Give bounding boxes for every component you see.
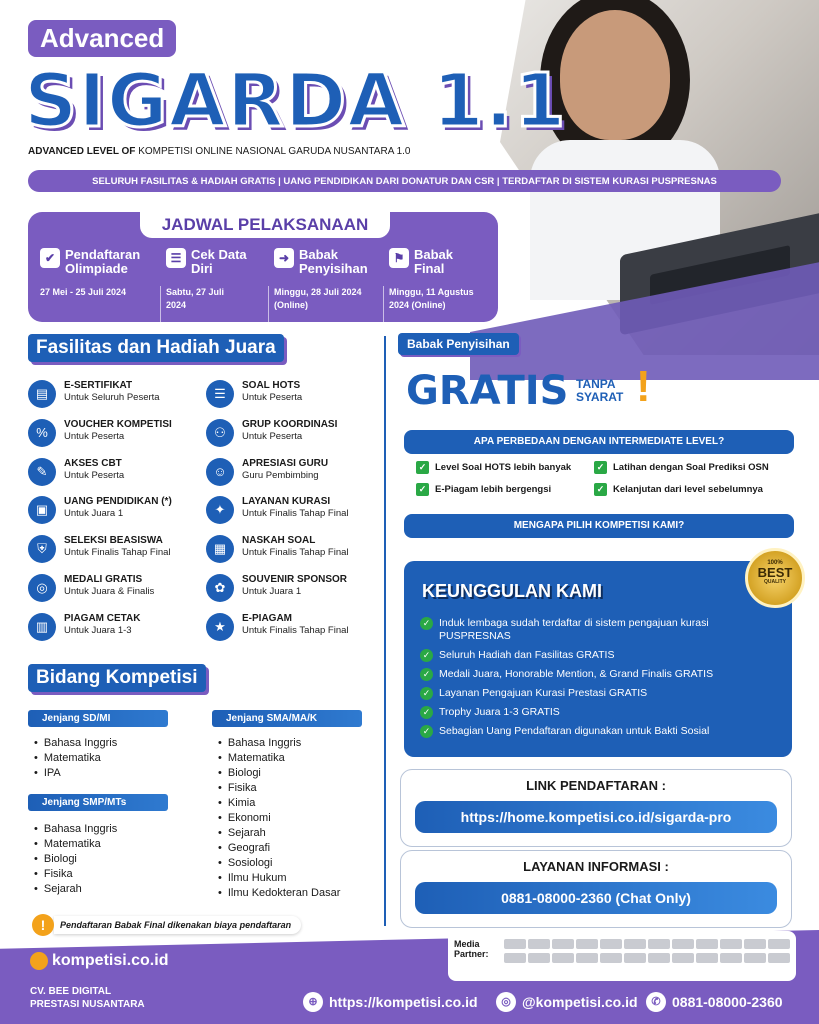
check-square-icon: ✔ [40, 248, 60, 268]
sd-subject-list: • Bahasa Inggris • Matematika • IPA [34, 736, 117, 781]
schedule-item-registration: ✔ Pendaftaran Olimpiade 27 Mei - 25 Juli 2024 [40, 247, 141, 297]
schedule-item-final: ⚑ Babak Final Minggu, 11 Agustus 2024 (Online) [389, 247, 474, 310]
advanced-badge: Advanced [28, 20, 176, 57]
shield-icon: ⛨ [28, 535, 56, 563]
check-circle-icon: ✓ [420, 668, 433, 681]
medal-icon: ◎ [28, 574, 56, 602]
check-circle-icon: ✓ [420, 649, 433, 662]
sma-subject-list: • Bahasa Inggris • Matematika • Biologi • Fisika • Kimia • Ekonomi • Sejarah • Geografi • Sosiologi • Ilmu Hukum • Ilmu Kedokteran Dasar [218, 736, 340, 901]
check-icon: ✓ [416, 483, 429, 496]
schedule-item-preliminary: ➜ Babak Penyisihan Minggu, 28 Juli 2024 (Online) [274, 247, 368, 310]
facility-item: ▣ UANG PENDIDIKAN (*) Untuk Juara 1 [28, 496, 208, 524]
difference-item: ✓ Kelanjutan dari level sebelumnya [594, 483, 763, 496]
facility-item: ▥ PIAGAM CETAK Untuk Juara 1-3 [28, 613, 208, 641]
group-icon: ⚇ [206, 419, 234, 447]
facility-item: ✎ AKSES CBT Untuk Peserta [28, 458, 208, 486]
gift-icon: ✿ [206, 574, 234, 602]
list-icon: ☰ [206, 380, 234, 408]
website-link[interactable]: ⊕ https://kompetisi.co.id [303, 992, 478, 1012]
star-badge-icon: ★ [206, 613, 234, 641]
instagram-link[interactable]: ◎ @kompetisi.co.id [496, 992, 638, 1012]
check-circle-icon: ✓ [420, 687, 433, 700]
difference-header: APA PERBEDAAN DENGAN INTERMEDIATE LEVEL? [404, 430, 794, 454]
why-choose-header: MENGAPA PILIH KOMPETISI KAMI? [404, 514, 794, 538]
book-icon: ▦ [206, 535, 234, 563]
exclamation-icon: ! [636, 362, 651, 411]
column-divider [384, 336, 386, 926]
facility-item: ✿ SOUVENIR SPONSOR Untuk Juara 1 [206, 574, 386, 602]
facility-item: ⚇ GRUP KOORDINASI Untuk Peserta [206, 419, 386, 447]
check-icon: ✓ [594, 483, 607, 496]
facility-item: ☰ SOAL HOTS Untuk Peserta [206, 380, 386, 408]
best-quality-seal: 100% BEST QUALITY [745, 548, 805, 608]
facility-item: ▤ E-SERTIFIKAT Untuk Seluruh Peserta [28, 380, 208, 408]
wallet-icon: ▣ [28, 496, 56, 524]
registration-link-button[interactable]: https://home.kompetisi.co.id/sigarda-pro [415, 801, 777, 833]
difference-item: ✓ E-Piagam lebih bergengsi [416, 483, 551, 496]
no-requirements-text: TANPA SYARAT [576, 377, 624, 404]
benefits-strip: SELURUH FASILITAS & HADIAH GRATIS | UANG PENDIDIKAN DARI DONATUR DAN CSR | TERDAFTAR DI SISTEM KURASI PUSPRESNAS [28, 170, 781, 192]
difference-item: ✓ Latihan dengan Soal Prediksi OSN [594, 461, 769, 474]
facility-item: ▦ NASKAH SOAL Untuk Finalis Tahap Final [206, 535, 386, 563]
info-service-title: LAYANAN INFORMASI : [523, 859, 669, 874]
final-fee-notice: ! Pendaftaran Babak Final dikenakan biaya pendaftaran [32, 914, 301, 936]
teacher-icon: ☺ [206, 458, 234, 486]
schedule-item-data-check: ☰ Cek Data Diri Sabtu, 27 Juli 2024 [166, 247, 247, 310]
flag-icon: ⚑ [389, 248, 409, 268]
check-circle-icon: ✓ [420, 725, 433, 738]
facilities-title: Fasilitas dan Hadiah Juara [28, 334, 284, 362]
level-sma-label: Jenjang SMA/MA/K [212, 710, 362, 727]
advantages-list: ✓ Induk lembaga sudah terdaftar di sistem pengajuan kurasi PUSPRESNAS ✓ Seluruh Hadiah dan Fasilitas GRATIS ✓ Medali Juara, Honorable Mention, & Grand Finalis GRATIS ✓ Layanan Pengajuan Kurasi Prestasi GRATIS ✓ Trophy Juara 1-3 GRATIS ✓ Sebagian Uang Pendaftaran digunakan untuk Bakti Sosial [420, 617, 770, 744]
paper-icon: ▥ [28, 613, 56, 641]
phone-icon: ✆ [646, 992, 666, 1012]
advantages-panel [404, 561, 792, 757]
facility-item: ☺ APRESIASI GURU Guru Pembimbing [206, 458, 386, 486]
door-exit-icon: ➜ [274, 248, 294, 268]
facility-item: ⛨ SELEKSI BEASISWA Untuk Finalis Tahap Final [28, 535, 208, 563]
schedule-title: JADWAL PELAKSANAAN [140, 212, 390, 238]
company-name: CV. BEE DIGITAL PRESTASI NUSANTARA [30, 986, 145, 1010]
schedule-panel [28, 212, 498, 322]
voucher-icon: % [28, 419, 56, 447]
document-list-icon: ☰ [166, 248, 186, 268]
globe-icon: ⊕ [303, 992, 323, 1012]
free-headline: GRATIS [406, 368, 569, 414]
media-partner-box [448, 931, 796, 981]
smp-subject-list: • Bahasa Inggris • Matematika • Biologi • Fisika • Sejarah [34, 822, 117, 897]
info-service-box [400, 850, 792, 928]
check-icon: ✓ [416, 461, 429, 474]
check-circle-icon: ✓ [420, 617, 433, 630]
page-title: SIGARDA 1.1 [24, 58, 567, 144]
level-smp-label: Jenjang SMP/MTs [28, 794, 168, 811]
facility-item: ◎ MEDALI GRATIS Untuk Juara & Finalis [28, 574, 208, 602]
phone-link[interactable]: ✆ 0881-08000-2360 [646, 992, 783, 1012]
registration-link-title: LINK PENDAFTARAN : [526, 778, 666, 793]
check-circle-icon: ✓ [420, 706, 433, 719]
media-partner-label: Media Partner: [454, 939, 489, 959]
certificate-icon: ▤ [28, 380, 56, 408]
preliminary-label: Babak Penyisihan [398, 333, 519, 355]
level-sd-label: Jenjang SD/MI [28, 710, 168, 727]
fields-title: Bidang Kompetisi [28, 664, 206, 692]
subtitle: ADVANCED LEVEL OF KOMPETISI ONLINE NASIONAL GARUDA NUSANTARA 1.0 [28, 146, 411, 157]
info-phone-button[interactable]: 0881-08000-2360 (Chat Only) [415, 882, 777, 914]
difference-item: ✓ Level Soal HOTS lebih banyak [416, 461, 571, 474]
warning-icon: ! [32, 914, 54, 936]
instagram-icon: ◎ [496, 992, 516, 1012]
facility-item: ✦ LAYANAN KURASI Untuk Finalis Tahap Final [206, 496, 386, 524]
check-icon: ✓ [594, 461, 607, 474]
facility-item: ★ E-PIAGAM Untuk Finalis Tahap Final [206, 613, 386, 641]
bee-logo-icon [30, 952, 48, 970]
advantages-title: KEUNGGULAN KAMI [422, 581, 602, 601]
kompetisi-logo: kompetisi.co.id [30, 952, 168, 970]
partner-logos [504, 939, 790, 963]
facility-item: % VOUCHER KOMPETISI Untuk Peserta [28, 419, 208, 447]
registration-link-box [400, 769, 792, 847]
edit-icon: ✎ [28, 458, 56, 486]
people-icon: ✦ [206, 496, 234, 524]
